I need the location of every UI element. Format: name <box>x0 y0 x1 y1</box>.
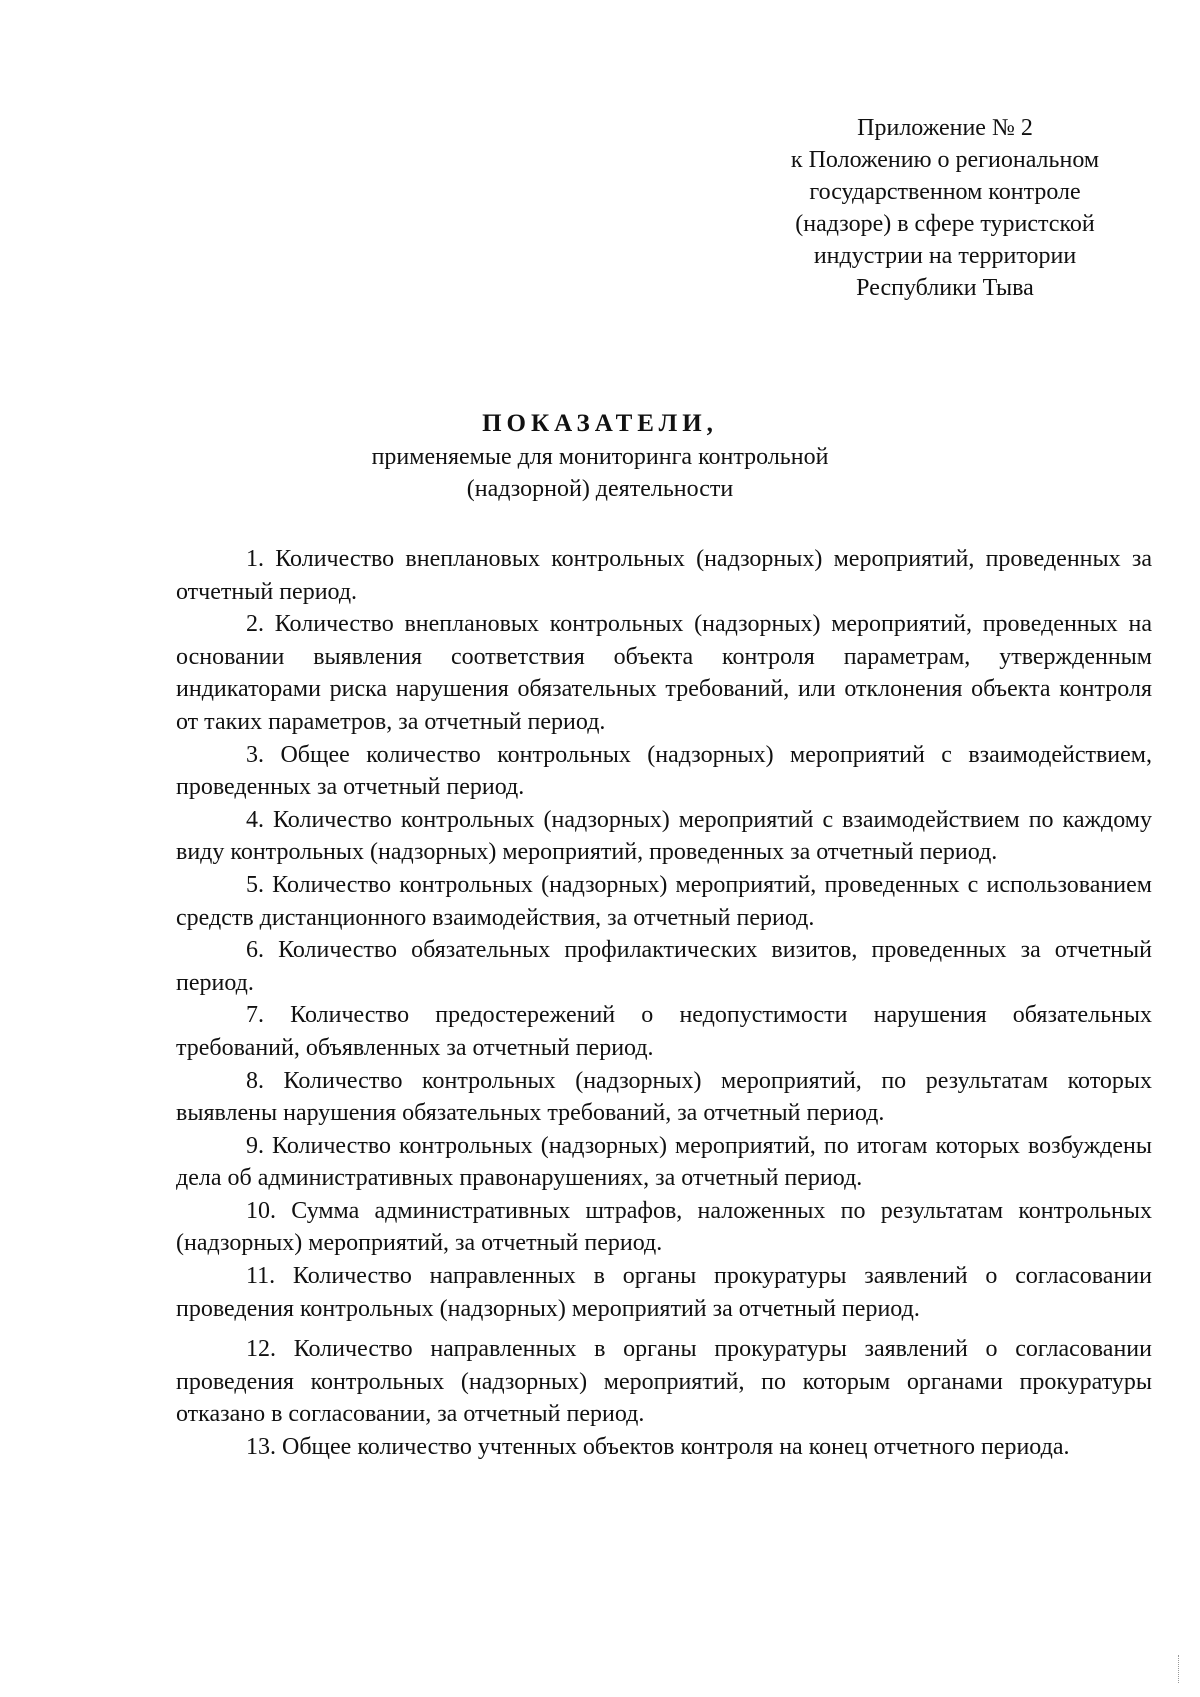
scan-artifact <box>1178 1655 1182 1683</box>
appendix-line: государственном контроле <box>809 179 1081 205</box>
indicator-item: 7. Количество предостережений о недопустимости нарушения обязательных требований, объявленных за отчетный период. <box>176 1002 1152 1061</box>
indicator-item: 9. Количество контрольных (надзорных) мероприятий, по итогам которых возбуждены дела об административных правонарушениях, за отчетный период. <box>176 1132 1152 1192</box>
indicator-item: 6. Количество обязательных профилактических визитов, проведенных за отчетный период. <box>176 937 1152 996</box>
indicator-item: 1. Количество внеплановых контрольных (надзорных) мероприятий, проведенных за отчетный период. <box>176 546 1152 605</box>
indicator-item: 11. Количество направленных в органы прокуратуры заявлений о согласовании проведения контрольных (надзорных) мероприятий за отчетный период. <box>176 1263 1152 1322</box>
indicator-list <box>176 543 1152 1464</box>
indicator-item: 8. Количество контрольных (надзорных) мероприятий, по результатам которых выявлены нарушения обязательных требований, за отчетный период. <box>176 1067 1152 1127</box>
indicator-item: 12. Количество направленных в органы прокуратуры заявлений о согласовании проведения контрольных (надзорных) мероприятий, по которым органами прокуратуры отказано в согласовании, за отчетный период. <box>176 1336 1152 1428</box>
indicator-item: 10. Сумма административных штрафов, наложенных по результатам контрольных (надзорных) мероприятий, за отчетный период. <box>176 1197 1152 1257</box>
appendix-line: к Положению о региональном <box>790 147 1100 173</box>
document-subtitle-line: (надзорной) деятельности <box>466 476 734 502</box>
document-subtitle-line: применяемые для мониторинга контрольной <box>371 444 829 470</box>
appendix-line: Республики Тыва <box>856 275 1034 301</box>
document-heading <box>0 407 1200 505</box>
indicator-item: 13. Общее количество учтенных объектов контроля на конец отчетного периода. <box>246 1434 1070 1461</box>
indicator-item: 3. Общее количество контрольных (надзорных) мероприятий с взаимодействием, проведенных за отчетный период. <box>176 741 1152 801</box>
appendix-line: Приложение № 2 <box>857 115 1033 141</box>
indicator-item: 2. Количество внеплановых контрольных (надзорных) мероприятий, проведенных на основании выявления соответствия объекта контроля параметрам, утвержденным индикаторами риска нарушения обязательных требований, или отклонения объекта контроля от таких параметров, за отчетный период. <box>176 611 1152 735</box>
appendix-line: индустрии на территории <box>813 243 1077 269</box>
document-title: ПОКАЗАТЕЛИ, <box>482 410 718 437</box>
appendix-reference <box>740 112 1150 304</box>
indicator-item: 5. Количество контрольных (надзорных) мероприятий, проведенных с использованием средств дистанционного взаимодействия, за отчетный период. <box>176 871 1152 931</box>
appendix-line: (надзоре) в сфере туристской <box>795 211 1095 237</box>
indicator-item: 4. Количество контрольных (надзорных) мероприятий с взаимодействием по каждому виду контрольных (надзорных) мероприятий, проведенных за отчетный период. <box>176 806 1152 866</box>
